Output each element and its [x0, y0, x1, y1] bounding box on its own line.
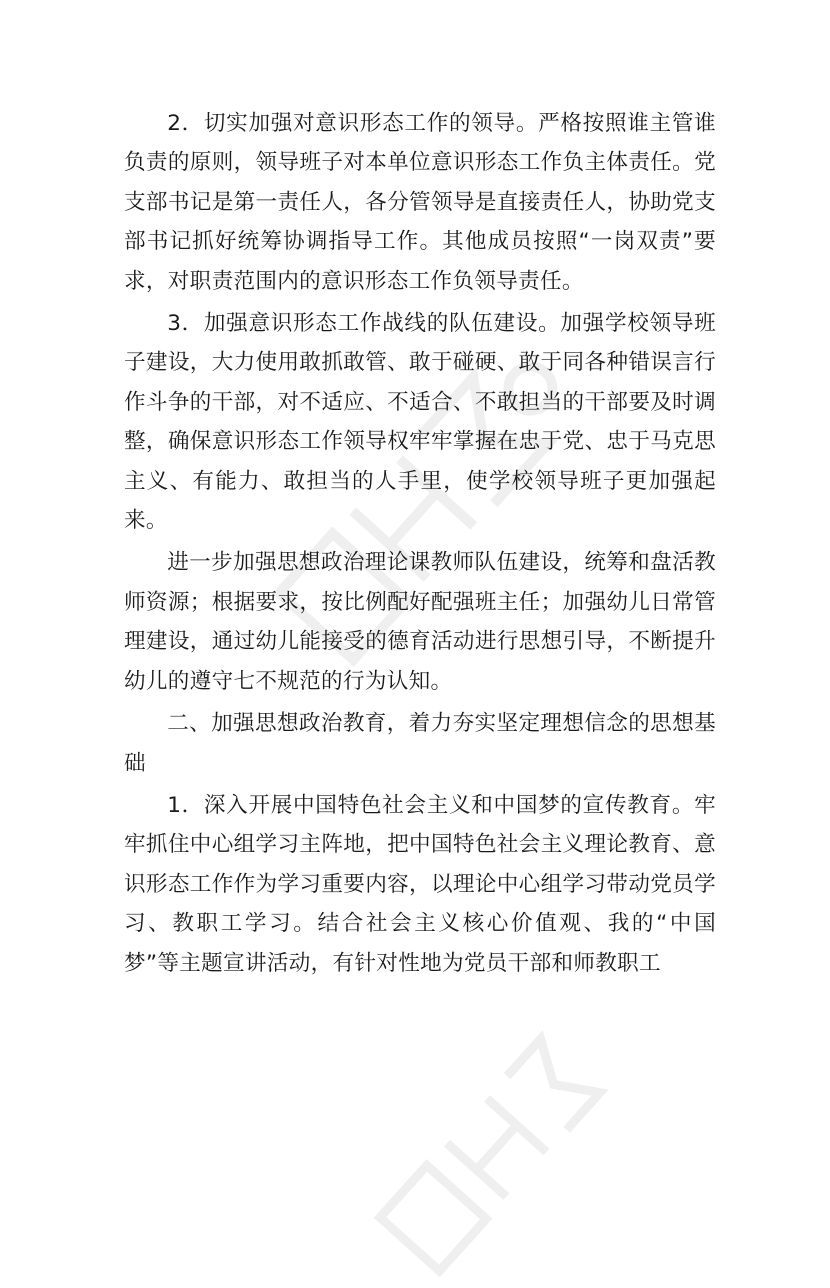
paragraph-team-building: 3．加强意识形态工作战线的队伍建设。加强学校领导班子建设，大力使用敢抓敢管、敢于碰硬、敢于同各种错误言行作斗争的干部，对不适应、不适合、不敢担当的干部要及时调整，确保意识形态工作领导权牢牢掌握在忠于党、忠于马克思主义、有能力、敢担当的人手里，使学校领导班子更加强起来。 — [124, 311, 716, 534]
document-body — [124, 104, 716, 986]
paragraph-chinese-dream: 1．深入开展中国特色社会主义和中国梦的宣传教育。牢牢抓住中心组学习主阵地，把中国特色社会主义理论教育、意识形态工作作为学习重要内容，以理论中心组学习带动党员学习、教职工学习。结合社会主义核心价值观、我的“中国梦”等主题宣讲活动，有针对性地为党员干部和师教职工 — [124, 792, 716, 976]
watermark-graphic-bottom — [362, 1022, 618, 1288]
paragraph-teacher-team: 进一步加强思想政治理论课教师队伍建设，统筹和盘活教师资源；根据要求，按比例配好配强班主任；加强幼儿日常管理建设，通过幼儿能接受的德育活动进行思想引导，不断提升幼儿的遵守七不规范的行为认知。 — [124, 550, 716, 694]
section-heading-political-education: 二、加强思想政治教育，着力夯实坚定理想信念的思想基础 — [124, 711, 716, 776]
paragraph-leadership: 2．切实加强对意识形态工作的领导。严格按照谁主管谁负责的原则，领导班子对本单位意识形态工作负主体责任。党支部书记是第一责任人，各分管领导是直接责任人，协助党支部书记抓好统筹协调指导工作。其他成员按照“一岗双责”要求，对职责范围内的意识形态工作负领导责任。 — [124, 111, 716, 294]
